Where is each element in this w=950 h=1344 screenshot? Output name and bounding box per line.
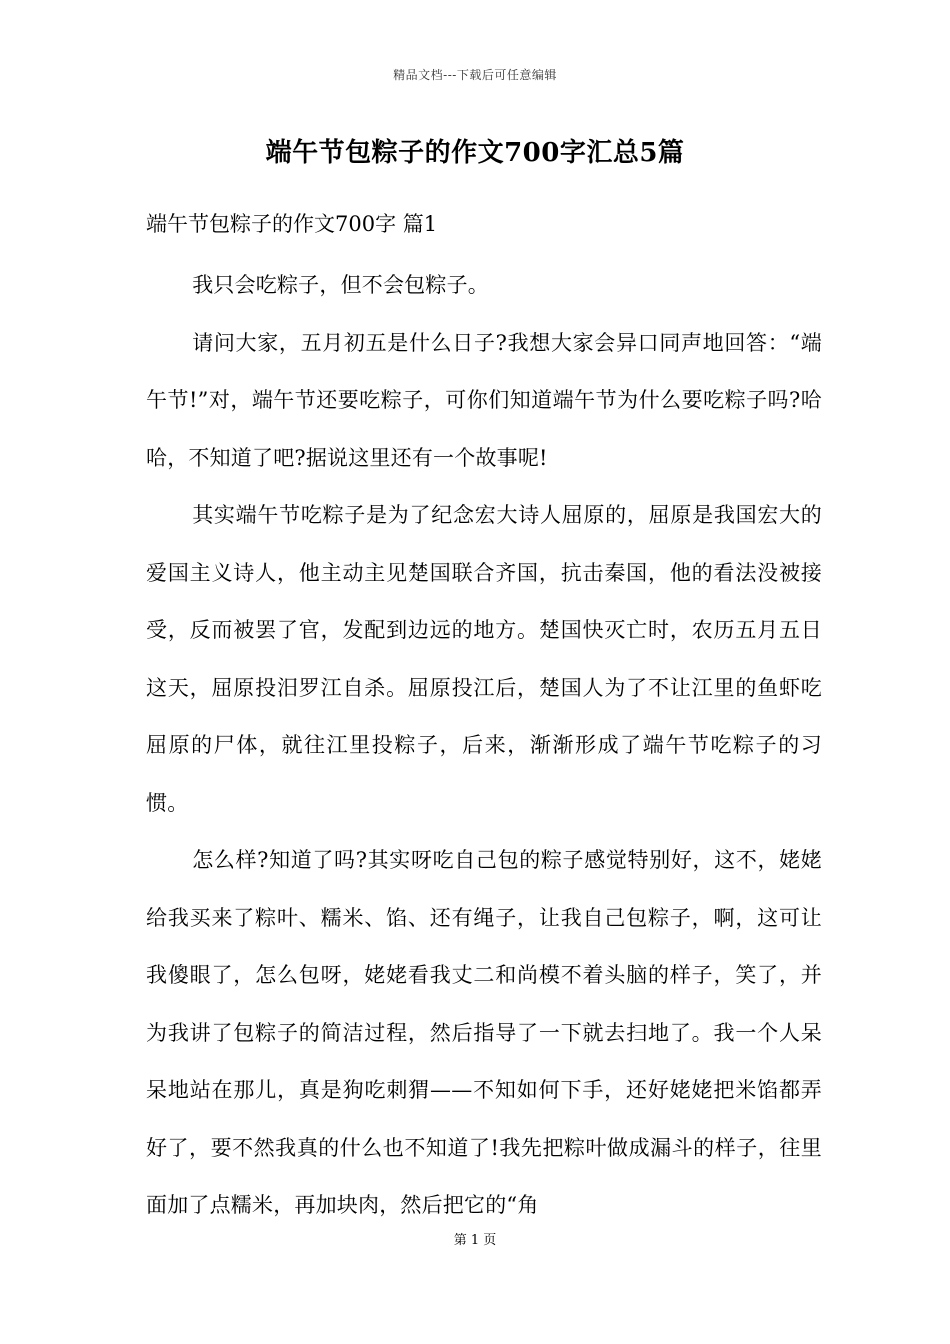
section-title: 端午节包粽子的作文700字 篇1: [146, 212, 438, 236]
document-title: 端午节包粽子的作文700字汇总5篇: [265, 138, 685, 168]
document-body: [146, 257, 822, 1235]
paragraph: 其实端午节吃粽子是为了纪念宏大诗人屈原的，屈原是我国宏大的爱国主义诗人，他主动主见楚国联合齐国，抗击秦国，他的看法没被接受，反而被罢了官，发配到边远的地方。楚国快灭亡时，农历五月五日这天，屈原投汨罗江自杀。屈原投江后，楚国人为了不让江里的鱼虾吃屈原的尸体，就往江里投粽子，后来，渐渐形成了端午节吃粽子的习惯。: [146, 503, 822, 815]
page-header: 精品文档---下载后可任意编辑: [393, 68, 557, 82]
page-number: 第 1 页: [453, 1233, 497, 1248]
paragraph: 请问大家，五月初五是什么日子?我想大家会异口同声地回答：“端午节!”对，端午节还要吃粽子，可你们知道端午节为什么要吃粽子吗?哈哈，不知道了吧?据说这里还有一个故事呢!: [146, 330, 822, 470]
paragraph: 我只会吃粽子，但不会包粽子。: [192, 273, 489, 297]
paragraph: 怎么样?知道了吗?其实呀吃自己包的粽子感觉特别好，这不，姥姥给我买来了粽叶、糯米、馅、还有绳子，让我自己包粽子，啊，这可让我傻眼了，怎么包呀，姥姥看我丈二和尚模不着头脑的样子，笑了，并为我讲了包粽子的简洁过程，然后指导了一下就去扫地了。我一个人呆呆地站在那儿，真是狗吃刺猬——不知如何下手，还好姥姥把米馅都弄好了，要不然我真的什么也不知道了!我先把粽叶做成漏斗的样子，往里面加了点糯米，再加块肉，然后把它的“角: [146, 848, 822, 1217]
